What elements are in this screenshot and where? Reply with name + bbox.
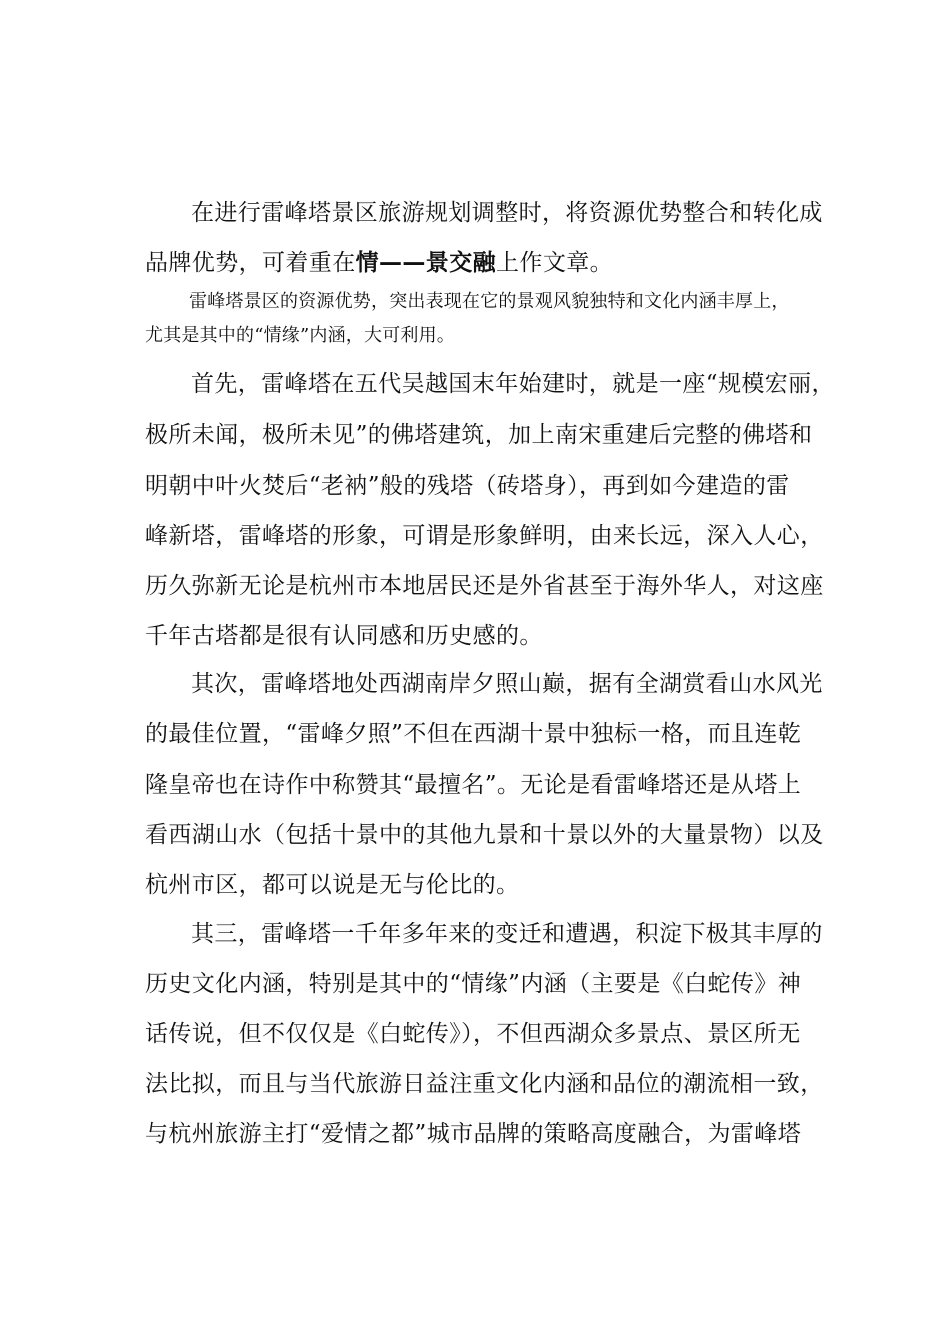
para1-line: 明朝中叶火焚后“老衲”般的残塔（砖塔身），再到如今建造的雷 [145, 473, 790, 499]
para2-line: 的最佳位置，“雷峰夕照”不但在西湖十景中独标一格，而且连乾 [145, 721, 802, 747]
note-line-2: 尤其是其中的“情缘”内涵，大可利用。 [145, 325, 456, 346]
para2-line: 隆皇帝也在诗作中称赞其“最擅名”。无论是看雷峰塔还是从塔上 [145, 772, 802, 798]
para2-line: 其次，雷峰塔地处西湖南岸夕照山巅，据有全湖赏看山水风光 [191, 671, 823, 697]
note-line-1: 雷峰塔景区的资源优势，突出表现在它的景观风貌独特和文化内涵丰厚上， [189, 291, 790, 312]
para2-line: 杭州市区，都可以说是无与伦比的。 [145, 872, 520, 898]
para1-line: 首先，雷峰塔在五代吴越国末年始建时，就是一座“规模宏丽， [191, 371, 835, 397]
para3-line: 历史文化内涵，特别是其中的“情缘”内涵（主要是《白蛇传》神 [145, 971, 802, 997]
para2-line: 看西湖山水（包括十景中的其他九景和十景以外的大量景物）以及 [145, 822, 824, 848]
para1-line: 极所未闻，极所未见”的佛塔建筑，加上南宋重建后完整的佛塔和 [145, 422, 813, 448]
para1-line: 千年古塔都是很有认同感和历史感的。 [145, 623, 543, 649]
intro-line-2-start: 品牌优势，可着重在 [145, 250, 356, 276]
para3-line: 其三，雷峰塔一千年多年来的变迁和遭遇，积淀下极其丰厚的 [191, 921, 823, 947]
para3-line: 法比拟，而且与当代旅游日益注重文化内涵和品位的潮流相一致， [145, 1071, 824, 1097]
para1-line: 历久弥新无论是杭州市本地居民还是外省甚至于海外华人，对这座 [145, 573, 824, 599]
para3-line: 话传说，但不仅仅是《白蛇传》），不但西湖众多景点、景区所无 [145, 1021, 801, 1047]
intro-line-2-end: 上作文章。 [496, 250, 614, 276]
intro-line-1: 在进行雷峰塔景区旅游规划调整时，将资源优势整合和转化成 [191, 200, 823, 226]
intro-line-2 [145, 248, 613, 278]
para3-line: 与杭州旅游主打“爱情之都”城市品牌的策略高度融合，为雷峰塔 [145, 1121, 802, 1147]
intro-emphasis: 情——景交融 [355, 250, 497, 276]
para1-line: 峰新塔，雷峰塔的形象，可谓是形象鲜明，由来长远，深入人心， [145, 523, 824, 549]
